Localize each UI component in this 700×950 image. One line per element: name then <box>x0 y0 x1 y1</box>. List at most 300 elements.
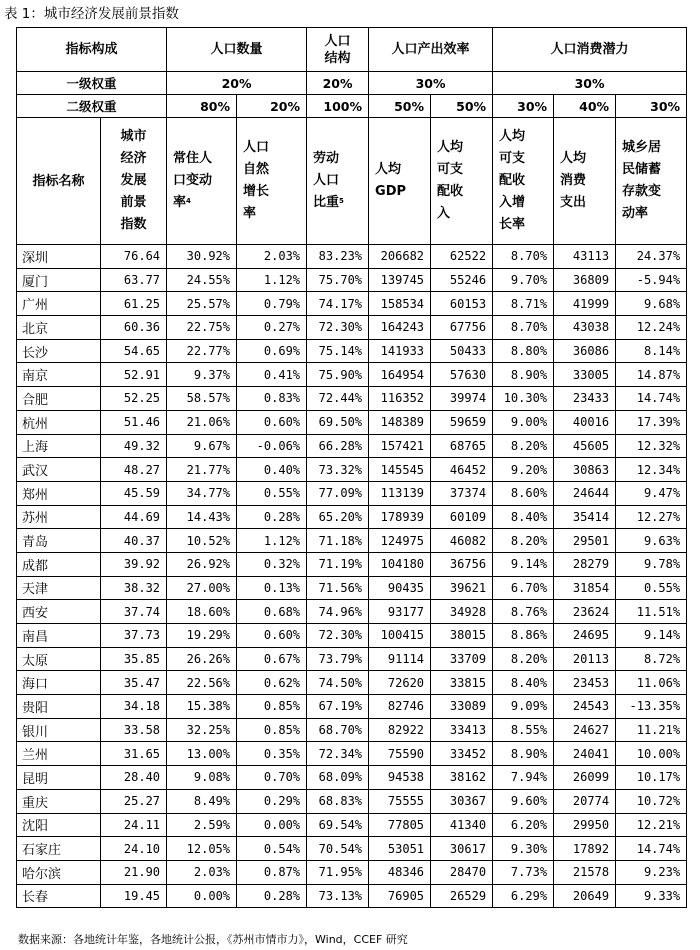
value-cell: 10.52% <box>167 529 237 553</box>
value-cell: 65.20% <box>307 505 369 529</box>
value-cell: 36809 <box>554 268 616 292</box>
value-cell: 38015 <box>431 624 493 648</box>
table-row <box>17 860 687 884</box>
value-cell: 76905 <box>369 884 431 908</box>
value-cell: 0.79% <box>237 292 307 316</box>
value-cell: -5.94% <box>616 268 687 292</box>
value-cell: 8.70% <box>493 245 554 269</box>
value-cell: 73.32% <box>307 458 369 482</box>
value-cell: 8.20% <box>493 529 554 553</box>
value-cell: 0.85% <box>237 695 307 719</box>
value-cell: 75555 <box>369 789 431 813</box>
value-cell: 44.69 <box>101 505 167 529</box>
indicator-header-line: 入 <box>437 206 451 221</box>
value-cell: 148389 <box>369 410 431 434</box>
table-row <box>17 718 687 742</box>
value-cell: 6.70% <box>493 576 554 600</box>
value-cell: 0.13% <box>237 576 307 600</box>
data-source-note: 数据来源：各地统计年鉴，各地统计公报，《苏州市情市力》，Wind，CCEF 研究 <box>18 933 408 946</box>
value-cell: 71.19% <box>307 552 369 576</box>
table-row <box>17 576 687 600</box>
value-cell: 24695 <box>554 624 616 648</box>
group-output-efficiency: 人口产出效率 <box>369 28 493 72</box>
value-cell: 39974 <box>431 387 493 411</box>
value-cell: 38.32 <box>101 576 167 600</box>
value-cell: 12.21% <box>616 813 687 837</box>
value-cell: 10.00% <box>616 742 687 766</box>
value-cell: 74.50% <box>307 671 369 695</box>
value-cell: 26529 <box>431 884 493 908</box>
level1-weight: 30% <box>493 72 687 95</box>
value-cell: 52.91 <box>101 363 167 387</box>
city-name-cell: 武汉 <box>17 458 101 482</box>
value-cell: 67756 <box>431 316 493 340</box>
value-cell: 46452 <box>431 458 493 482</box>
value-cell: 139745 <box>369 268 431 292</box>
value-cell: 2.03% <box>237 245 307 269</box>
value-cell: 46082 <box>431 529 493 553</box>
value-cell: 9.09% <box>493 695 554 719</box>
value-cell: 10.30% <box>493 387 554 411</box>
value-cell: 38162 <box>431 766 493 790</box>
value-cell: 23433 <box>554 387 616 411</box>
table-row <box>17 505 687 529</box>
value-cell: 36086 <box>554 339 616 363</box>
table-row <box>17 647 687 671</box>
value-cell: 157421 <box>369 434 431 458</box>
value-cell: 8.60% <box>493 481 554 505</box>
value-cell: 72.30% <box>307 316 369 340</box>
value-cell: 22.56% <box>167 671 237 695</box>
value-cell: 43113 <box>554 245 616 269</box>
value-cell: 18.60% <box>167 600 237 624</box>
city-name-cell: 天津 <box>17 576 101 600</box>
value-cell: 22.77% <box>167 339 237 363</box>
table-row <box>17 268 687 292</box>
value-cell: 12.27% <box>616 505 687 529</box>
table-row <box>17 624 687 648</box>
group-population-structure-text <box>307 33 368 67</box>
level2-weight: 50% <box>369 95 431 118</box>
level2-weight: 80% <box>167 95 237 118</box>
value-cell: 24644 <box>554 481 616 505</box>
value-cell: 0.60% <box>237 410 307 434</box>
indicator-header-line: 前景 <box>120 195 147 210</box>
value-cell: 68.83% <box>307 789 369 813</box>
value-cell: 0.70% <box>237 766 307 790</box>
value-cell: 8.90% <box>493 742 554 766</box>
value-cell: -13.35% <box>616 695 687 719</box>
value-cell: 33413 <box>431 718 493 742</box>
level2-weight: 20% <box>237 95 307 118</box>
indicator-header-line: 常住人 <box>173 151 213 166</box>
city-name-cell: 重庆 <box>17 789 101 813</box>
value-cell: 37.73 <box>101 624 167 648</box>
city-name-cell: 北京 <box>17 316 101 340</box>
value-cell: 68.70% <box>307 718 369 742</box>
value-cell: 36756 <box>431 552 493 576</box>
city-name-cell: 兰州 <box>17 742 101 766</box>
value-cell: 39.92 <box>101 552 167 576</box>
indicator-header-line: 人口 <box>243 140 270 155</box>
value-cell: 76.64 <box>101 245 167 269</box>
city-name-cell: 长春 <box>17 884 101 908</box>
value-cell: 0.55% <box>616 576 687 600</box>
value-cell: 12.24% <box>616 316 687 340</box>
value-cell: 12.05% <box>167 837 237 861</box>
value-cell: 48346 <box>369 860 431 884</box>
table-row <box>17 481 687 505</box>
indicator-header-line: 城乡居 <box>622 140 662 155</box>
value-cell: 61.25 <box>101 292 167 316</box>
city-name-cell: 贵阳 <box>17 695 101 719</box>
value-cell: 51.46 <box>101 410 167 434</box>
indicator-header-line: 动率 <box>622 206 649 221</box>
index-table <box>16 27 687 908</box>
value-cell: 30.92% <box>167 245 237 269</box>
value-cell: 30863 <box>554 458 616 482</box>
value-cell: 2.59% <box>167 813 237 837</box>
table-row <box>17 837 687 861</box>
value-cell: 24543 <box>554 695 616 719</box>
value-cell: -0.06% <box>237 434 307 458</box>
value-cell: 94538 <box>369 766 431 790</box>
value-cell: 8.72% <box>616 647 687 671</box>
city-name-cell: 西安 <box>17 600 101 624</box>
value-cell: 68.09% <box>307 766 369 790</box>
value-cell: 24.11 <box>101 813 167 837</box>
table-row <box>17 766 687 790</box>
group-structure-line: 人口 <box>324 33 351 49</box>
value-cell: 28.40 <box>101 766 167 790</box>
value-cell: 6.29% <box>493 884 554 908</box>
indicator-header-line: 人口 <box>313 173 340 188</box>
value-cell: 71.95% <box>307 860 369 884</box>
value-cell: 8.20% <box>493 647 554 671</box>
value-cell: 68765 <box>431 434 493 458</box>
value-cell: 75.14% <box>307 339 369 363</box>
level2-weight: 40% <box>554 95 616 118</box>
level2-weight: 50% <box>431 95 493 118</box>
city-name-cell: 青岛 <box>17 529 101 553</box>
level1-weight: 30% <box>369 72 493 95</box>
table-row <box>17 742 687 766</box>
value-cell: 20774 <box>554 789 616 813</box>
value-cell: 91114 <box>369 647 431 671</box>
value-cell: 113139 <box>369 481 431 505</box>
city-name-cell: 苏州 <box>17 505 101 529</box>
value-cell: 28470 <box>431 860 493 884</box>
indicator-header-line: 指数 <box>120 217 147 232</box>
city-name-cell: 南昌 <box>17 624 101 648</box>
value-cell: 0.54% <box>237 837 307 861</box>
value-cell: 69.50% <box>307 410 369 434</box>
value-cell: 20649 <box>554 884 616 908</box>
value-cell: 0.87% <box>237 860 307 884</box>
value-cell: 74.96% <box>307 600 369 624</box>
indicator-header-line: 民储蓄 <box>622 162 662 177</box>
value-cell: 27.00% <box>167 576 237 600</box>
indicator-name-label: 指标名称 <box>17 118 101 245</box>
value-cell: 75590 <box>369 742 431 766</box>
value-cell: 0.28% <box>237 884 307 908</box>
value-cell: 9.14% <box>616 624 687 648</box>
value-cell: 9.63% <box>616 529 687 553</box>
value-cell: 30617 <box>431 837 493 861</box>
city-name-cell: 石家庄 <box>17 837 101 861</box>
value-cell: 12.32% <box>616 434 687 458</box>
level1-weight: 20% <box>167 72 307 95</box>
value-cell: 66.28% <box>307 434 369 458</box>
value-cell: 24.37% <box>616 245 687 269</box>
value-cell: 67.19% <box>307 695 369 719</box>
value-cell: 24041 <box>554 742 616 766</box>
table-caption: 表 1：城市经济发展前景指数 <box>4 6 179 22</box>
value-cell: 24627 <box>554 718 616 742</box>
value-cell: 33452 <box>431 742 493 766</box>
indicator-column-header <box>554 118 616 245</box>
indicator-column-header <box>616 118 687 245</box>
value-cell: 60.36 <box>101 316 167 340</box>
value-cell: 21.06% <box>167 410 237 434</box>
value-cell: 54.65 <box>101 339 167 363</box>
value-cell: 71.18% <box>307 529 369 553</box>
indicator-header-line: 配收 <box>499 173 526 188</box>
indicator-header-line: 配收 <box>437 184 464 199</box>
city-name-cell: 厦门 <box>17 268 101 292</box>
value-cell: 1.12% <box>237 529 307 553</box>
value-cell: 45.59 <box>101 481 167 505</box>
value-cell: 43038 <box>554 316 616 340</box>
value-cell: 26.26% <box>167 647 237 671</box>
table-row <box>17 387 687 411</box>
city-name-cell: 杭州 <box>17 410 101 434</box>
value-cell: 58.57% <box>167 387 237 411</box>
value-cell: 12.34% <box>616 458 687 482</box>
indicator-header-line: 存款变 <box>622 184 662 199</box>
indicator-header-line: 城市 <box>120 129 147 144</box>
value-cell: 52.25 <box>101 387 167 411</box>
value-cell: 72.34% <box>307 742 369 766</box>
value-cell: 40.37 <box>101 529 167 553</box>
indicator-column-header <box>237 118 307 245</box>
value-cell: 0.67% <box>237 647 307 671</box>
value-cell: 73.13% <box>307 884 369 908</box>
value-cell: 2.03% <box>167 860 237 884</box>
indicator-header-line: 劳动 <box>313 151 340 166</box>
value-cell: 23453 <box>554 671 616 695</box>
value-cell: 0.28% <box>237 505 307 529</box>
value-cell: 0.00% <box>167 884 237 908</box>
value-cell: 41999 <box>554 292 616 316</box>
group-structure-line: 结构 <box>324 50 351 66</box>
value-cell: 8.55% <box>493 718 554 742</box>
value-cell: 50433 <box>431 339 493 363</box>
value-cell: 10.72% <box>616 789 687 813</box>
indicator-header-line: 口变动 <box>173 173 213 188</box>
value-cell: 9.33% <box>616 884 687 908</box>
value-cell: 75.70% <box>307 268 369 292</box>
value-cell: 17.39% <box>616 410 687 434</box>
city-name-cell: 南京 <box>17 363 101 387</box>
value-cell: 77.09% <box>307 481 369 505</box>
value-cell: 0.55% <box>237 481 307 505</box>
value-cell: 6.20% <box>493 813 554 837</box>
level2-weight: 100% <box>307 95 369 118</box>
value-cell: 21578 <box>554 860 616 884</box>
value-cell: 9.00% <box>493 410 554 434</box>
header-row-level2 <box>17 95 687 118</box>
value-cell: 14.87% <box>616 363 687 387</box>
indicator-column-header <box>493 118 554 245</box>
value-cell: 15.38% <box>167 695 237 719</box>
table-row <box>17 813 687 837</box>
indicator-header-line: 率$^4$ <box>173 195 191 210</box>
table-row <box>17 671 687 695</box>
value-cell: 8.40% <box>493 671 554 695</box>
value-cell: 93177 <box>369 600 431 624</box>
indicator-header-line: 支出 <box>560 195 587 210</box>
value-cell: 62522 <box>431 245 493 269</box>
value-cell: 24.55% <box>167 268 237 292</box>
value-cell: 73.79% <box>307 647 369 671</box>
table-row <box>17 458 687 482</box>
value-cell: 40016 <box>554 410 616 434</box>
level2-weight: 30% <box>493 95 554 118</box>
value-cell: 34.18 <box>101 695 167 719</box>
city-name-cell: 哈尔滨 <box>17 860 101 884</box>
value-cell: 71.56% <box>307 576 369 600</box>
city-name-cell: 深圳 <box>17 245 101 269</box>
header-row-groups <box>17 28 687 72</box>
indicator-header-line: 消费 <box>560 173 587 188</box>
group-population-structure <box>307 28 369 72</box>
value-cell: 8.76% <box>493 600 554 624</box>
city-name-cell: 成都 <box>17 552 101 576</box>
value-cell: 31854 <box>554 576 616 600</box>
indicator-header-line: 入增 <box>499 195 526 210</box>
indicator-column-header <box>167 118 237 245</box>
value-cell: 34.77% <box>167 481 237 505</box>
value-cell: 9.14% <box>493 552 554 576</box>
value-cell: 41340 <box>431 813 493 837</box>
value-cell: 0.00% <box>237 813 307 837</box>
value-cell: 8.71% <box>493 292 554 316</box>
value-cell: 8.40% <box>493 505 554 529</box>
value-cell: 35.85 <box>101 647 167 671</box>
indicator-header-line: 比重$^5$ <box>313 195 344 210</box>
city-name-cell: 广州 <box>17 292 101 316</box>
value-cell: 33815 <box>431 671 493 695</box>
value-cell: 0.85% <box>237 718 307 742</box>
value-cell: 25.27 <box>101 789 167 813</box>
value-cell: 104180 <box>369 552 431 576</box>
table-row <box>17 292 687 316</box>
value-cell: 0.62% <box>237 671 307 695</box>
level1-weight: 20% <box>307 72 369 95</box>
value-cell: 17892 <box>554 837 616 861</box>
indicator-header-line: 人均 <box>375 162 402 177</box>
value-cell: 20113 <box>554 647 616 671</box>
value-cell: 14.43% <box>167 505 237 529</box>
value-cell: 77805 <box>369 813 431 837</box>
value-cell: 11.21% <box>616 718 687 742</box>
value-cell: 9.47% <box>616 481 687 505</box>
value-cell: 69.54% <box>307 813 369 837</box>
indicator-header-line: GDP <box>375 184 407 199</box>
value-cell: 28279 <box>554 552 616 576</box>
value-cell: 11.06% <box>616 671 687 695</box>
value-cell: 9.08% <box>167 766 237 790</box>
value-cell: 8.86% <box>493 624 554 648</box>
table-row <box>17 316 687 340</box>
indicator-header-line: 人均 <box>499 129 526 144</box>
value-cell: 60109 <box>431 505 493 529</box>
value-cell: 35.47 <box>101 671 167 695</box>
value-cell: 9.78% <box>616 552 687 576</box>
value-cell: 164243 <box>369 316 431 340</box>
value-cell: 39621 <box>431 576 493 600</box>
city-name-cell: 银川 <box>17 718 101 742</box>
value-cell: 13.00% <box>167 742 237 766</box>
table-row <box>17 529 687 553</box>
indicator-header-line: 经济 <box>120 151 147 166</box>
value-cell: 206682 <box>369 245 431 269</box>
value-cell: 8.90% <box>493 363 554 387</box>
table-row <box>17 884 687 908</box>
value-cell: 100415 <box>369 624 431 648</box>
value-cell: 21.77% <box>167 458 237 482</box>
value-cell: 35414 <box>554 505 616 529</box>
value-cell: 11.51% <box>616 600 687 624</box>
value-cell: 0.35% <box>237 742 307 766</box>
indicator-header-line: 可支 <box>437 162 464 177</box>
table-row <box>17 339 687 363</box>
value-cell: 82746 <box>369 695 431 719</box>
value-cell: 29501 <box>554 529 616 553</box>
value-cell: 74.17% <box>307 292 369 316</box>
value-cell: 145545 <box>369 458 431 482</box>
table-row <box>17 434 687 458</box>
value-cell: 8.14% <box>616 339 687 363</box>
value-cell: 0.32% <box>237 552 307 576</box>
value-cell: 14.74% <box>616 837 687 861</box>
value-cell: 7.94% <box>493 766 554 790</box>
value-cell: 22.75% <box>167 316 237 340</box>
city-name-cell: 上海 <box>17 434 101 458</box>
group-population-quantity: 人口数量 <box>167 28 307 72</box>
value-cell: 19.29% <box>167 624 237 648</box>
group-consumption-potential: 人口消费潜力 <box>493 28 687 72</box>
value-cell: 60153 <box>431 292 493 316</box>
value-cell: 75.90% <box>307 363 369 387</box>
value-cell: 29950 <box>554 813 616 837</box>
value-cell: 57630 <box>431 363 493 387</box>
table-row <box>17 363 687 387</box>
indicator-column-header <box>369 118 431 245</box>
value-cell: 37374 <box>431 481 493 505</box>
indicator-header-line: 发展 <box>120 173 147 188</box>
value-cell: 82922 <box>369 718 431 742</box>
value-cell: 72.44% <box>307 387 369 411</box>
value-cell: 0.83% <box>237 387 307 411</box>
city-name-cell: 郑州 <box>17 481 101 505</box>
table-row <box>17 600 687 624</box>
table-row <box>17 410 687 434</box>
value-cell: 24.10 <box>101 837 167 861</box>
table-row <box>17 789 687 813</box>
value-cell: 178939 <box>369 505 431 529</box>
